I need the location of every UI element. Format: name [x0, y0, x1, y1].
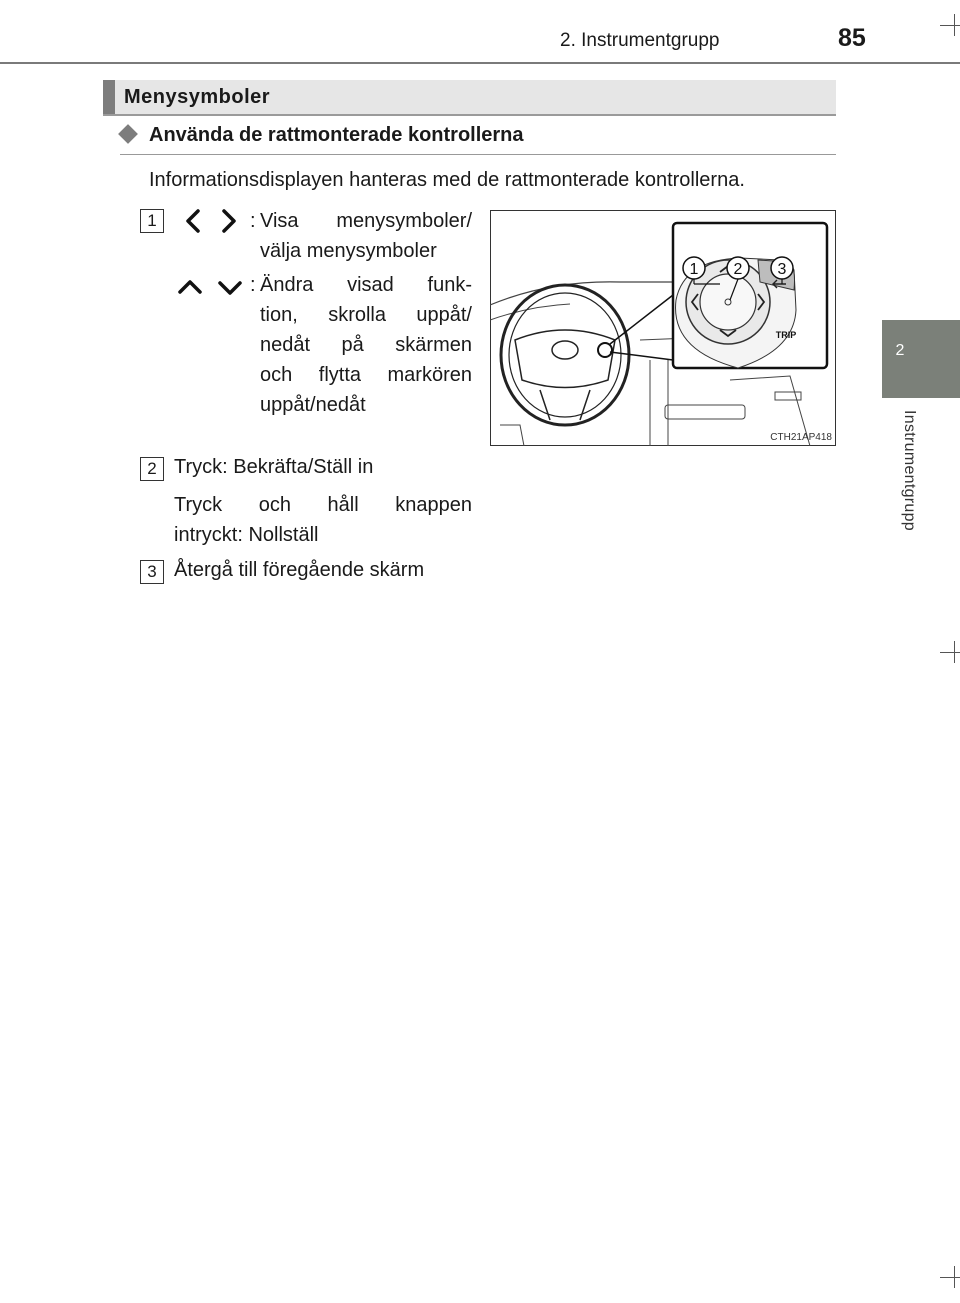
item-1-line: Visa menysymboler/ — [260, 210, 472, 232]
item-1-colon: : — [250, 210, 256, 232]
section-rule — [103, 114, 836, 116]
callout-1: 1 — [689, 261, 699, 278]
item-1-line: välja menysymboler — [260, 240, 437, 262]
side-tab-label: Instrumentgrupp — [901, 410, 918, 532]
section-title: Menysymboler — [124, 86, 271, 108]
chapter-title: 2. Instrumentgrupp — [560, 30, 720, 51]
up-down-arrows-icon — [176, 276, 242, 298]
crop-mark — [954, 1266, 955, 1288]
steering-wheel-controls-illustration — [490, 210, 836, 446]
page-number: 85 — [838, 24, 866, 52]
diamond-bullet-icon — [118, 124, 138, 144]
item-2-line: Tryck: Bekräfta/Ställ in — [174, 456, 374, 478]
left-right-arrows-icon — [178, 208, 238, 234]
item-1-line: och flytta markören — [260, 364, 472, 386]
header-rule — [0, 62, 960, 64]
callout-2: 2 — [733, 261, 743, 278]
illustration-code: CTH21AP418 — [770, 432, 832, 443]
side-tab-number: 2 — [895, 342, 905, 359]
trip-button-label: TRIP — [775, 330, 797, 340]
item-1-line: tion, skrolla uppåt/ — [260, 304, 472, 326]
subheading-rule — [120, 154, 836, 155]
item-1-line: nedåt på skärmen — [260, 334, 472, 356]
intro-text: Informationsdisplayen hanteras med de rattmonterade kontrollerna. — [149, 169, 745, 191]
item-1-line: uppåt/nedåt — [260, 394, 366, 416]
item-1-colon: : — [250, 274, 256, 296]
item-1-line: Ändra visad funk- — [260, 274, 472, 296]
crop-mark — [940, 652, 960, 653]
crop-mark — [940, 25, 960, 26]
item-number-3: 3 — [140, 560, 164, 584]
crop-mark — [940, 1277, 960, 1278]
crop-mark — [954, 14, 955, 36]
item-2-line: intryckt: Nollställ — [174, 524, 319, 546]
item-number-1: 1 — [140, 209, 164, 233]
item-3-line: Återgå till föregående skärm — [174, 559, 425, 581]
callout-3: 3 — [777, 261, 787, 278]
item-2-line: Tryck och håll knappen — [174, 494, 472, 516]
item-number-2: 2 — [140, 457, 164, 481]
crop-mark — [954, 641, 955, 663]
subheading: Använda de rattmonterade kontrollerna — [149, 124, 524, 146]
